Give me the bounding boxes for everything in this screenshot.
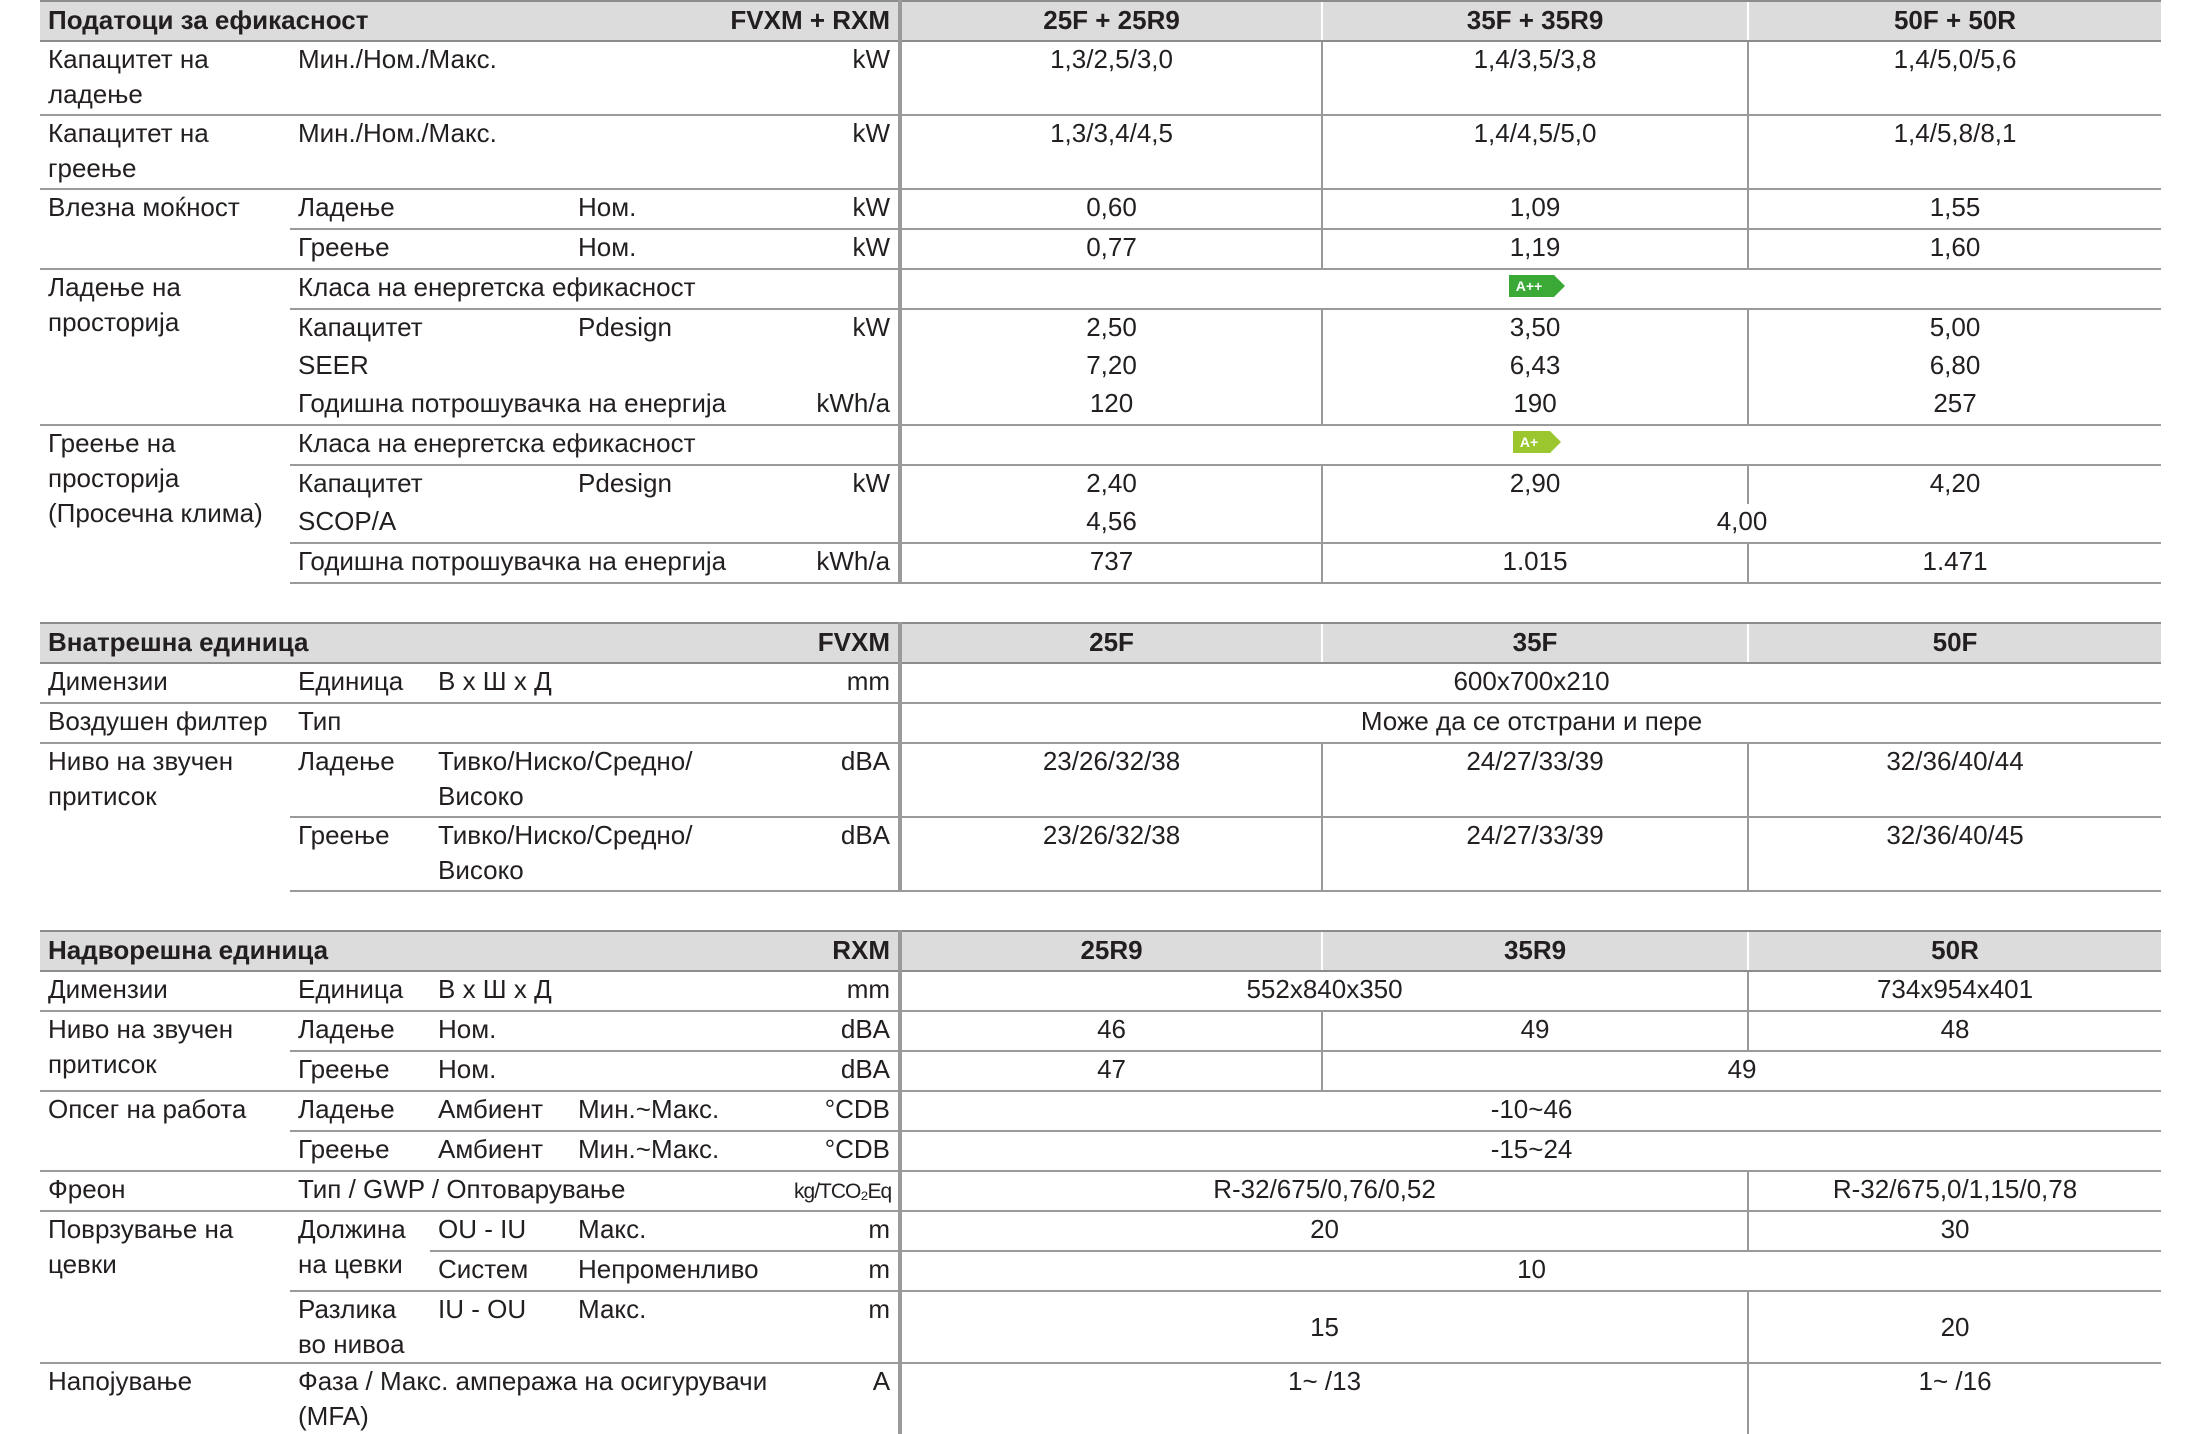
cell-value: 1,60 xyxy=(1748,229,2161,269)
row-label: Димензии xyxy=(48,974,168,1004)
spec-table xyxy=(40,0,2161,1434)
row-unit: dBA xyxy=(786,743,900,817)
row-unit: mm xyxy=(786,663,900,703)
row-param: Тивко/Ниско/Средно/ Високо xyxy=(430,743,786,817)
cell-value: 1,4/5,8/8,1 xyxy=(1748,115,2161,189)
table-row xyxy=(40,504,2161,543)
row-sub: Капацитет xyxy=(290,309,570,348)
cell-value: 30 xyxy=(1748,1211,2161,1251)
column-header: 50R xyxy=(1748,931,2161,971)
table-row xyxy=(40,1291,2161,1363)
row-unit: m xyxy=(786,1251,900,1291)
row-param: Мин./Ном./Макс. xyxy=(290,115,570,189)
cell-value: 1,55 xyxy=(1748,189,2161,229)
cell-value: 2,50 xyxy=(900,309,1322,348)
cell-value: 46 xyxy=(900,1011,1322,1051)
row-label: Капацитет на ладење xyxy=(48,44,209,109)
row-label: Влезна моќност xyxy=(40,189,290,269)
column-header: 25R9 xyxy=(900,931,1322,971)
cell-value: 49 xyxy=(1322,1051,2161,1091)
cell-value: 0,77 xyxy=(900,229,1322,269)
cell-value: 32/36/40/44 xyxy=(1748,743,2161,817)
table-row xyxy=(40,229,2161,269)
cell-value: 552x840x350 xyxy=(1246,974,1403,1004)
row-param: Тивко/Ниско/Средно/ Високо xyxy=(430,817,786,891)
row-param: Ном. xyxy=(430,1051,786,1091)
row-label: Фреон xyxy=(40,1171,290,1211)
table-row xyxy=(40,1211,2161,1251)
cell-value: 1,4/3,5/3,8 xyxy=(1322,41,1748,115)
energy-label-badge: A+ xyxy=(1513,431,1550,453)
energy-class-cell xyxy=(900,425,2161,465)
table-row xyxy=(40,348,2161,386)
column-header: 35F xyxy=(1322,623,1748,663)
row-unit: m xyxy=(786,1291,900,1363)
table-row xyxy=(40,41,2161,115)
row-param: Мин./Ном./Макс. xyxy=(298,44,497,74)
cell-value: 1,4/5,0/5,6 xyxy=(1748,41,2161,115)
cell-value: 4,56 xyxy=(1086,506,1137,536)
row-sub: Тип xyxy=(290,703,786,743)
row-sub: Ладење xyxy=(290,743,430,817)
row-label: Опсег на работа xyxy=(40,1091,290,1171)
row-param: Тип / GWP / Оптоварување xyxy=(290,1171,786,1211)
column-header: 35F + 35R9 xyxy=(1322,1,1748,41)
cell-value: 2,90 xyxy=(1322,465,1748,504)
row-label: Воздушен филтер xyxy=(40,703,290,743)
row-label: Ниво на звучен притисок xyxy=(40,743,290,891)
table-row xyxy=(40,543,2161,583)
table-row xyxy=(40,115,2161,189)
row-param2: Макс. xyxy=(570,1211,786,1251)
row-label: Ниво на звучен притисок xyxy=(40,1011,290,1091)
row-unit: kWh/a xyxy=(786,386,900,425)
row-sub: Единица xyxy=(298,974,404,1004)
row-unit: kW xyxy=(786,229,900,269)
cell-value: 23/26/32/38 xyxy=(900,817,1322,891)
row-param2: Макс. xyxy=(570,1291,786,1363)
cell-value: -15~24 xyxy=(900,1131,2161,1171)
table-row xyxy=(40,386,2161,425)
row-unit: kW xyxy=(786,115,900,189)
row-sub: Греење xyxy=(290,1051,430,1091)
cell-value: 1,3/2,5/3,0 xyxy=(1050,44,1173,74)
cell-value: 120 xyxy=(1089,388,1134,418)
cell-value: 6,80 xyxy=(1748,348,2161,386)
section-title: Надворешна единица xyxy=(40,931,570,971)
cell-value: 4,00 xyxy=(1322,504,2161,543)
row-param2: Мин.~Макс. xyxy=(570,1131,786,1171)
cell-value: 10 xyxy=(900,1251,2161,1291)
row-sub: Греење xyxy=(290,817,430,891)
row-unit: m xyxy=(786,1211,900,1251)
row-sub: SEER xyxy=(298,350,369,380)
cell-value: -10~46 xyxy=(900,1091,2161,1131)
cell-value: 32/36/40/45 xyxy=(1748,817,2161,891)
row-param: Фаза / Макс. ампеража на осигурувачи (MFA) xyxy=(290,1363,786,1434)
cell-value: 24/27/33/39 xyxy=(1322,817,1748,891)
cell-value: 4,20 xyxy=(1748,465,2161,504)
row-param: Амбиент xyxy=(430,1131,570,1171)
row-sub: Класа на енергетска ефикасност xyxy=(290,425,786,465)
cell-value: 737 xyxy=(900,543,1322,583)
cell-value: 3,50 xyxy=(1322,309,1748,348)
cell-value: 0,60 xyxy=(900,189,1322,229)
column-header: 25F + 25R9 xyxy=(900,1,1322,41)
cell-value: Може да се отстрани и пере xyxy=(900,703,2161,743)
efficiency-header xyxy=(40,1,2161,41)
row-sub: Капацитет xyxy=(290,465,570,504)
table-row xyxy=(40,971,2161,1011)
row-param2: Непроменливо xyxy=(570,1251,786,1291)
row-sub: Разлика во нивоа xyxy=(290,1291,430,1363)
cell-value: 600x700x210 xyxy=(1453,666,1610,696)
column-header: 35R9 xyxy=(1322,931,1748,971)
cell-value: 1.015 xyxy=(1322,543,1748,583)
cell-value: 6,43 xyxy=(1322,348,1748,386)
table-row xyxy=(40,1051,2161,1091)
model-code: RXM xyxy=(570,931,900,971)
table-row xyxy=(40,1011,2161,1051)
cell-value: 1,4/4,5/5,0 xyxy=(1322,115,1748,189)
table-row xyxy=(40,189,2161,229)
cell-value: 5,00 xyxy=(1748,309,2161,348)
table-row xyxy=(40,703,2161,743)
row-unit: kW xyxy=(786,41,900,115)
cell-value: 2,40 xyxy=(900,465,1322,504)
row-param: Ном. xyxy=(570,189,786,229)
row-label: Ладење на просторија xyxy=(40,269,290,425)
energy-label-badge: A++ xyxy=(1509,275,1554,297)
table-row xyxy=(40,1171,2161,1211)
row-sub: Ладење xyxy=(290,1091,430,1131)
table-row xyxy=(40,1363,2161,1434)
model-code: FVXM + RXM xyxy=(570,1,900,41)
row-label: Напојување xyxy=(40,1363,290,1434)
row-param: Ном. xyxy=(570,229,786,269)
table-row xyxy=(40,1131,2161,1171)
row-label: Капацитет на греење xyxy=(40,115,290,189)
row-sub: Годишна потрошувачка на енергија xyxy=(290,543,786,583)
row-label: Димензии xyxy=(48,666,168,696)
table-row xyxy=(40,309,2161,348)
row-unit: kW xyxy=(786,465,900,504)
row-unit: °CDB xyxy=(786,1091,900,1131)
row-sub: Должина на цевки xyxy=(290,1211,430,1291)
row-label: Греење на просторија (Просечна клима) xyxy=(40,425,290,583)
row-param: IU - OU xyxy=(430,1291,570,1363)
column-header: 50F xyxy=(1748,623,2161,663)
table-row xyxy=(40,465,2161,504)
row-param: В x Ш x Д xyxy=(438,666,552,696)
row-label: Поврзување на цевки xyxy=(40,1211,290,1363)
cell-value: 1~ /13 xyxy=(900,1363,1748,1434)
row-unit: kg/TCO₂Eq xyxy=(794,1180,892,1203)
row-unit: kW xyxy=(786,189,900,229)
row-unit: dBA xyxy=(786,1051,900,1091)
row-param: Pdesign xyxy=(570,465,786,504)
outdoor-header xyxy=(40,931,2161,971)
model-code: FVXM xyxy=(570,623,900,663)
row-sub: Ладење xyxy=(290,189,570,229)
row-unit: mm xyxy=(786,971,900,1011)
cell-value: 1,19 xyxy=(1322,229,1748,269)
table-row xyxy=(40,1091,2161,1131)
cell-value: 24/27/33/39 xyxy=(1322,743,1748,817)
cell-value: 1~ /16 xyxy=(1748,1363,2161,1434)
cell-value: 257 xyxy=(1748,386,2161,425)
cell-value: 20 xyxy=(900,1211,1748,1251)
row-unit: kWh/a xyxy=(786,543,900,583)
table-row xyxy=(40,269,2161,309)
row-unit: dBA xyxy=(786,1011,900,1051)
column-header: 50F + 50R xyxy=(1748,1,2161,41)
cell-value: 734x954x401 xyxy=(1748,971,2161,1011)
cell-value: 15 xyxy=(900,1291,1748,1363)
row-sub: Греење xyxy=(290,1131,430,1171)
row-param: Pdesign xyxy=(570,309,786,348)
table-row xyxy=(40,663,2161,703)
section-title: Внатрешна единица xyxy=(40,623,570,663)
cell-value: 20 xyxy=(1748,1291,2161,1363)
column-header: 25F xyxy=(900,623,1322,663)
row-unit: °CDB xyxy=(786,1131,900,1171)
row-sub: SCOP/A xyxy=(298,506,397,536)
cell-value: 23/26/32/38 xyxy=(900,743,1322,817)
row-sub: Единица xyxy=(298,666,404,696)
indoor-header xyxy=(40,623,2161,663)
row-param: OU - IU xyxy=(430,1211,570,1251)
row-param: В x Ш x Д xyxy=(438,974,552,1004)
row-sub: Греење xyxy=(290,229,570,269)
cell-value: 1.471 xyxy=(1748,543,2161,583)
table-row xyxy=(40,425,2161,465)
row-unit: dBA xyxy=(786,817,900,891)
row-param2: Мин.~Макс. xyxy=(570,1091,786,1131)
row-sub: Ладење xyxy=(290,1011,430,1051)
energy-class-cell xyxy=(900,269,2161,309)
row-unit: kW xyxy=(786,309,900,348)
spec-sheet xyxy=(40,0,2161,1434)
row-unit: A xyxy=(786,1363,900,1434)
cell-value: 47 xyxy=(900,1051,1322,1091)
cell-value: 190 xyxy=(1322,386,1748,425)
section-title: Податоци за ефикасност xyxy=(40,1,570,41)
cell-value: 1,3/3,4/4,5 xyxy=(900,115,1322,189)
row-sub: Класа на енергетска ефикасност xyxy=(290,269,786,309)
cell-value: R-32/675,0/1,15/0,78 xyxy=(1748,1171,2161,1211)
row-param: Амбиент xyxy=(430,1091,570,1131)
cell-value: 49 xyxy=(1322,1011,1748,1051)
table-row xyxy=(40,743,2161,817)
table-row xyxy=(40,817,2161,891)
cell-value: 48 xyxy=(1748,1011,2161,1051)
row-param: Систем xyxy=(430,1251,570,1291)
cell-value: 1,09 xyxy=(1322,189,1748,229)
row-sub: Годишна потрошувачка на енергија xyxy=(298,388,727,418)
cell-value: R-32/675/0,76/0,52 xyxy=(900,1171,1748,1211)
cell-value: 7,20 xyxy=(1086,350,1137,380)
row-param: Ном. xyxy=(430,1011,786,1051)
